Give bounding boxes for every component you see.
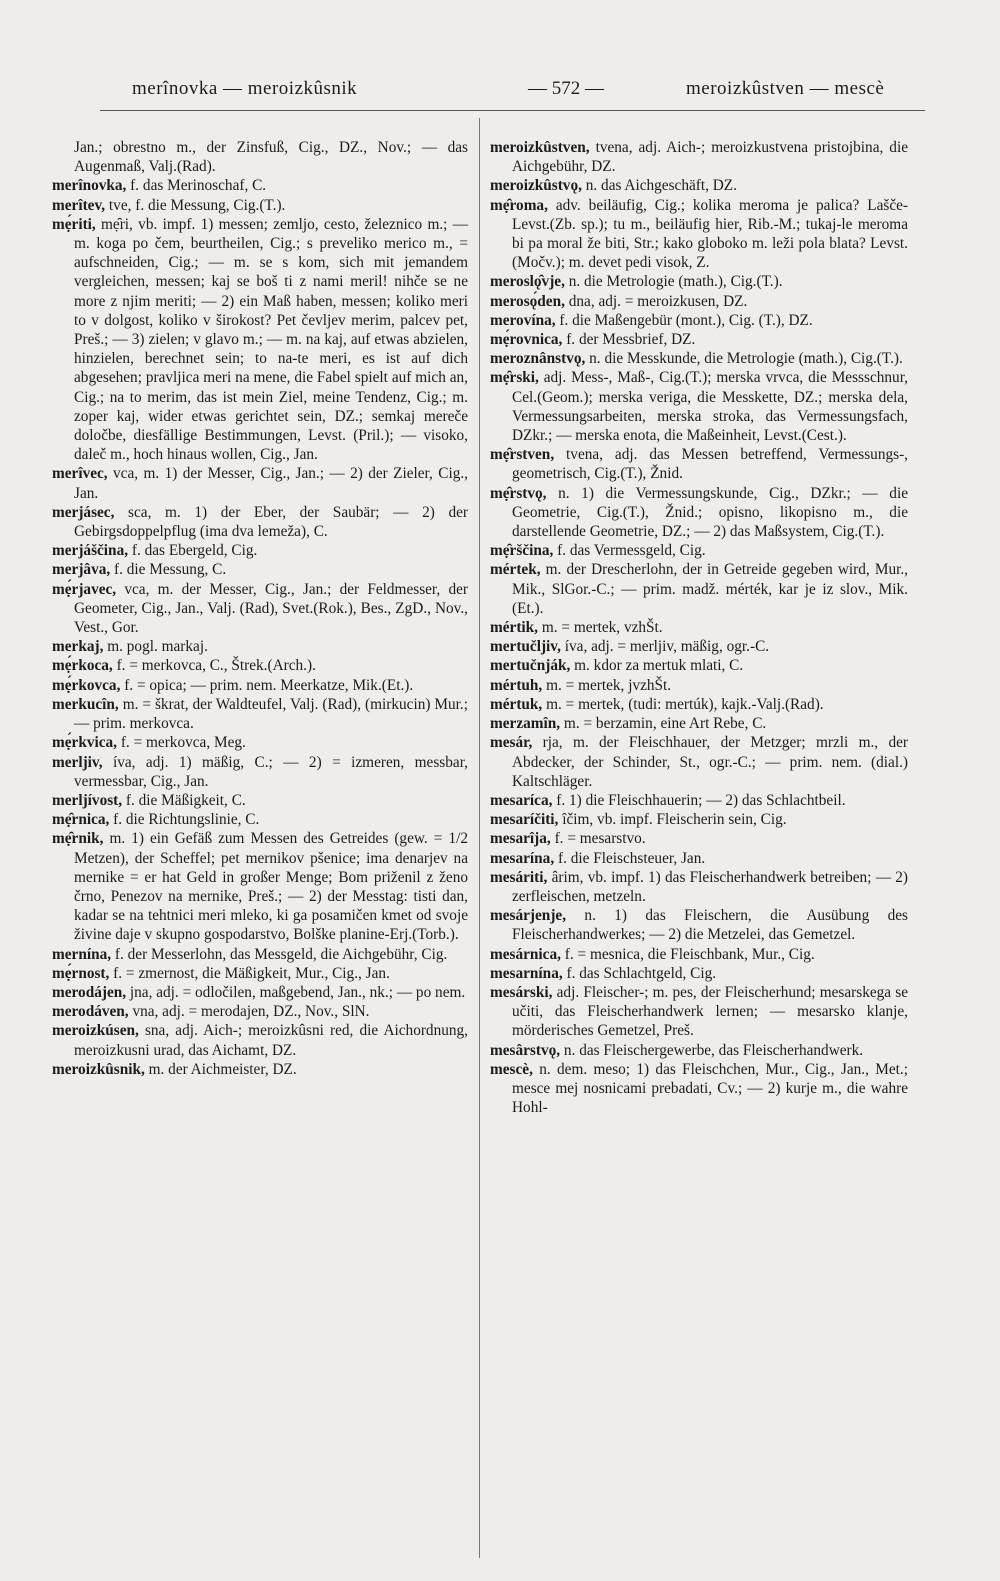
entry-definition: n. das Fleischergewerbe, das Fleischerhandwerk. (560, 1041, 864, 1059)
dictionary-entry (490, 1060, 908, 1118)
entry-definition: f. = mesarstvo. (550, 830, 646, 848)
entry-headword: mértek, (490, 561, 541, 579)
entry-definition: sna, adj. Aich-; meroizkûsni red, die Aichordnung, meroizkusni urad, das Aichamt, DZ. (74, 1022, 468, 1059)
entry-headword: mértuh, (490, 676, 543, 694)
dictionary-entry (52, 503, 468, 541)
entry-definition: f. das Vermessgeld, Cig. (553, 542, 706, 560)
entry-headword: merjâva, (52, 561, 111, 579)
entry-definition: mẹ̑ri, vb. impf. 1) messen; zemljo, cesto, železnico m.; — m. koga po čem, beurtheilen, Cig.; s preveliko merico m., = aufschneiden, Cig.; — m. se s kom, sich mit jemandem vergleichen, messen; kaj se boš ti z nami meril! nihče se ne more z njim meriti; — 2) ein Maß haben, messen; koliko meri to v dolgost, koliko v širokost? Pet čevljev merim, palcev pet, Preš.; — 3) zielen; v glavo m.; — m. na kaj, auf etwas abzielen, hinzielen, berechnet sein; to na-te meri, es ist auf dich abgesehen; pravljica meri na mene, die Fabel spielt auf mich an, Cig.; na to merim, das ist mein Ziel, meine Tendenz, Cig.; m. zoper kaj, wider etwas gerichtet sein, DZ.; semkaj mereče določbe, diesfällige Bestimmungen, Levst. (Pril.); — visoko, daleč m., hoch hinaus wollen, Cig., Jan. (74, 215, 468, 464)
entry-headword: mesarnína, (490, 964, 563, 982)
dictionary-entry (52, 138, 468, 176)
entry-definition: m. = berzamin, eine Art Rebe, C. (560, 715, 767, 733)
entry-headword: mẹ̑rnica, (52, 811, 110, 829)
entry-definition: tve, f. die Messung, Cig.(T.). (105, 196, 286, 214)
entry-headword: mẹ̑roma, (490, 196, 548, 214)
entry-headword: merîtev, (52, 196, 106, 214)
entry-headword: mesârstvǫ, (490, 1041, 561, 1059)
dictionary-entry (490, 138, 908, 176)
entry-headword: merodáven, (52, 1003, 129, 1021)
entry-definition: dna, adj. = meroizkusen, DZ. (564, 292, 748, 310)
dictionary-entry (52, 829, 468, 944)
entry-headword: meroslǫ̑vje, (490, 273, 565, 291)
dictionary-entry (490, 983, 908, 1041)
entry-definition: m. = škrat, der Waldteufel, Valj. (Rad), (mirkucin) Mur.; — prim. merkovca. (74, 695, 468, 733)
entry-headword: merodájen, (52, 983, 127, 1001)
dictionary-entry (490, 945, 908, 964)
entry-headword: mesár, (490, 734, 533, 752)
dictionary-entry (52, 1021, 468, 1059)
dictionary-entry (490, 1041, 908, 1060)
entry-definition: f. = zmernost, die Mäßigkeit, Mur., Cig., Jan. (109, 964, 390, 982)
page-number: — 572 — (528, 78, 604, 99)
entry-headword: mesarîja, (490, 830, 551, 848)
entry-definition: m. = mertek, (tudi: mertúk), kajk.-Valj.(Rad). (542, 695, 824, 713)
entry-definition: jna, adj. = odločilen, maßgebend, Jan., nk.; — po nem. (126, 983, 466, 1001)
header-right-guide-words: meroizkûstven — mescè (686, 78, 885, 99)
entry-headword: mértik, (490, 619, 538, 637)
entry-definition: f. die Messung, C. (110, 561, 227, 579)
entry-definition: îčim, vb. impf. Fleischerin sein, Cig. (558, 811, 787, 829)
dictionary-entry (490, 656, 908, 675)
entry-definition: rja, m. der Fleischhauer, der Metzger; mrzli m., der Abdecker, der Schinder, St., ogr.-C.; — prim. nem. (dial.) Kaltschläger. (512, 734, 908, 790)
dictionary-entry (490, 541, 908, 560)
entry-headword: meroizkûstven, (490, 139, 590, 156)
dictionary-entry (490, 196, 908, 273)
entry-definition: f. = opica; — prim. nem. Meerkatze, Mik.(Et.). (120, 676, 414, 694)
entry-headword: mesárjenje, (490, 907, 567, 925)
entry-definition: n. 1) das Fleischern, die Ausübung des Fleischerhandwerkes; — 2) die Metzelei, das Gemetzel. (512, 907, 908, 944)
dictionary-entry (490, 733, 908, 791)
entry-definition: tvena, adj. Aich-; meroizkustvena pristojbina, die Aichgebühr, DZ. (512, 139, 908, 176)
entry-definition: m. = mertek, jvzhŠt. (542, 676, 672, 694)
entry-definition: n. dem. meso; 1) das Fleischchen, Mur., Cig., Jan., Met.; mesce mej nosnicami prebadati, Cv.; — 2) kurje m., die wahre Hohl- (512, 1060, 908, 1117)
entry-headword: mernína, (52, 945, 112, 963)
dictionary-entry (490, 618, 908, 637)
header-rule (100, 110, 925, 111)
entry-headword: mertučnják, (490, 657, 571, 675)
entry-definition: m. pogl. markaj. (103, 638, 208, 656)
entry-definition: f. das Ebergeld, Cig. (128, 542, 258, 560)
dictionary-entry (52, 560, 468, 579)
entry-definition: n. die Metrologie (math.), Cig.(T.). (564, 273, 783, 291)
dictionary-entry (490, 368, 908, 445)
dictionary-entry (490, 829, 908, 848)
entry-headword: merjásec, (52, 503, 115, 521)
entry-definition: m. kdor za mertuk mlati, C. (570, 657, 744, 675)
entry-headword: mesarína, (490, 849, 555, 867)
entry-definition: n. 1) die Vermessungskunde, Cig., DZkr.; — die Geometrie, Cig.(T.), Žnid.; opisno, likopisno m., die darstellende Geometrie, DZ.; — 2) das Maßsystem, Cig.(T.). (512, 484, 908, 541)
dictionary-entry (52, 945, 468, 964)
dictionary-entry (490, 964, 908, 983)
dictionary-entry (490, 484, 908, 542)
dictionary-entry (490, 311, 908, 330)
entry-headword: merînovka, (52, 177, 127, 195)
entry-definition: vna, adj. = merodajen, DZ., Nov., SlN. (128, 1003, 370, 1021)
entry-definition: f. 1) die Fleischhauerin; — 2) das Schlachtbeil. (552, 791, 846, 809)
entry-headword: merîvec, (52, 465, 108, 483)
dictionary-entry (52, 983, 468, 1002)
dictionary-entry (52, 580, 468, 638)
entry-headword: mesárski, (490, 983, 553, 1001)
entry-headword: mẹ́rkoca, (52, 657, 113, 675)
entry-headword: mẹ̑rščina, (490, 542, 554, 560)
entry-definition: f. die Mäßigkeit, C. (122, 791, 246, 809)
dictionary-entry (52, 464, 468, 502)
entry-definition: f. das Merinoschaf, C. (126, 177, 267, 195)
dictionary-entry (52, 656, 468, 675)
dictionary-entry (490, 791, 908, 810)
entry-definition: sca, m. 1) der Eber, der Saubär; — 2) der Gebirgsdoppelpflug (ima dva lemeža), C. (74, 503, 468, 541)
dictionary-entry (52, 196, 468, 215)
entry-definition: f. = mesnica, die Fleischbank, Mur., Cig. (560, 945, 815, 963)
entry-headword: meroznânstvǫ, (490, 350, 586, 368)
entry-headword: merkucîn, (52, 695, 119, 713)
entry-headword: mesaríčiti, (490, 811, 559, 829)
dictionary-entry (52, 733, 468, 752)
dictionary-entry (52, 791, 468, 810)
entry-definition: n. die Messkunde, die Metrologie (math.), Cig.(T.). (585, 350, 903, 368)
dictionary-entry (52, 964, 468, 983)
entry-headword: mesárnica, (490, 945, 561, 963)
entry-headword: merjáščina, (52, 542, 129, 560)
entry-definition: Jan.; obrestno m., der Zinsfuß, Cig., DZ., Nov.; — das Augenmaß, Valj.(Rad). (74, 139, 468, 176)
dictionary-entry (490, 349, 908, 368)
dictionary-entry (490, 676, 908, 695)
entry-definition: n. das Aichgeschäft, DZ. (581, 177, 737, 195)
entry-headword: mẹ́riti, (52, 215, 96, 233)
entry-headword: merljívost, (52, 791, 123, 809)
entry-headword: mesaríca, (490, 791, 553, 809)
entry-headword: meroizkûsnik, (52, 1060, 145, 1078)
entry-definition: adv. beiläufig, Cig.; kolika meroma je palica? Lašče-Levst.(Zb. sp.); tu m., beiläufig hier, Rib.-M.; tukaj-le meroma bi pa moral že biti, Str.; kako globoko m. leži pola blata? Levst.(Močv.); m. devet pedi visok, Z. (512, 196, 908, 272)
entry-headword: mẹ́rjavec, (52, 580, 117, 598)
dictionary-entry (52, 541, 468, 560)
dictionary-entry (52, 1060, 468, 1079)
dictionary-entry (490, 330, 908, 349)
dictionary-entry (490, 445, 908, 483)
entry-headword: mescè, (490, 1060, 533, 1078)
entry-definition: tvena, adj. das Messen betreffend, Vermessungs-, geometrisch, Cig.(T.), Žnid. (512, 446, 908, 483)
page-header (96, 78, 926, 104)
dictionary-entry (490, 176, 908, 195)
entry-definition: f. die Maßengebür (mont.), Cig. (T.), DZ. (555, 311, 813, 329)
entry-definition: adj. Mess-, Maß-, Cig.(T.); merska vrvca, die Messschnur, Cel.(Geom.); merska veriga, die Messkette, DZ.; merska dela, Vermessungsarbeiten, merska stroka, das Vermessungsfach, DZkr.; — merska enota, die Maßeinheit, Levst.(Cest.). (512, 369, 908, 445)
entry-headword: merzamîn, (490, 715, 561, 733)
entry-definition: vca, m. der Messer, Cig., Jan.; der Feldmesser, der Geometer, Cig., Jan., Valj. (Rad), Svet.(Rok.), Bes., ZgD., Nov., Vest., Gor. (74, 580, 468, 637)
left-column (52, 138, 468, 1079)
entry-headword: mertučljiv, (490, 638, 561, 656)
entry-definition: f. = merkovca, C., Štrek.(Arch.). (112, 657, 316, 675)
entry-definition: íva, adj. 1) mäßig, C.; — 2) = izmeren, messbar, vermessbar, Cig., Jan. (74, 753, 468, 790)
dictionary-entry (52, 1002, 468, 1021)
entry-definition: m. = mertek, vzhŠt. (538, 619, 663, 637)
dictionary-entry (490, 906, 908, 944)
entry-headword: mértuk, (490, 695, 543, 713)
dictionary-entry (52, 176, 468, 195)
entry-headword: mẹ̑rstven, (490, 446, 555, 464)
dictionary-entry (490, 560, 908, 618)
dictionary-entry (490, 868, 908, 906)
dictionary-entry (490, 695, 908, 714)
column-divider (479, 118, 480, 1558)
entry-headword: mesáriti, (490, 868, 548, 886)
dictionary-entry (52, 810, 468, 829)
entry-definition: f. das Schlachtgeld, Cig. (562, 964, 717, 982)
entry-definition: vca, m. 1) der Messer, Cig., Jan.; — 2) der Zieler, Cig., Jan. (74, 465, 468, 502)
entry-definition: m. der Drescherlohn, der in Getreide gegeben wird, Mur., Mik., SlGor.-C.; — prim. madž. mérték, kar je iz slov., Mik.(Et.). (512, 561, 908, 617)
dictionary-entry (52, 637, 468, 656)
dictionary-entry (490, 714, 908, 733)
entry-headword: mẹ̑rski, (490, 369, 539, 387)
entry-definition: f. der Messerlohn, das Messgeld, die Aichgebühr, Cig. (111, 945, 448, 963)
entry-definition: m. 1) ein Gefäß zum Messen des Getreides (gew. = 1/2 Metzen), der Scheffel; pet mernikov pšenice; ima denarjev na mernike = er hat Geld in großer Menge; Bom priženil z ženo črno, Penezov na mernike, Preš.; — 2) der Messtag: tisti dan, kadar se na tehtnici meri mleko, ki ga posamičen kmet od svoje živine daje v skupno gospodarstvo, Bolške planine-Erj.(Torb.). (74, 830, 468, 944)
entry-definition: ârim, vb. impf. 1) das Fleischerhandwerk betreiben; — 2) zerfleischen, metzeln. (512, 868, 908, 905)
dictionary-entry (490, 292, 908, 311)
dictionary-entry (490, 849, 908, 868)
entry-headword: merljiv, (52, 753, 103, 771)
entry-headword: mẹ́rovnica, (490, 331, 563, 349)
entry-definition: íva, adj. = merljiv, mäßig, ogr.-C. (560, 638, 770, 656)
dictionary-entry (490, 272, 908, 291)
entry-headword: mẹ̑rstvǫ, (490, 484, 547, 502)
entry-definition: f. die Richtungslinie, C. (109, 811, 260, 829)
entry-headword: merovína, (490, 311, 556, 329)
entry-definition: m. der Aichmeister, DZ. (144, 1060, 297, 1078)
entry-headword: mẹ́rnost, (52, 964, 110, 982)
dictionary-entry (52, 695, 468, 733)
entry-headword: merkaj, (52, 638, 104, 656)
entry-definition: f. der Messbrief, DZ. (562, 331, 696, 349)
entry-headword: mẹ́rkovca, (52, 676, 121, 694)
entry-definition: adj. Fleischer-; m. pes, der Fleischerhund; mesarskega se učiti, das Fleischerhandwerk lernen; — mesarsko klanje, mörderisches Gemetzel, Preš. (512, 983, 908, 1040)
dictionary-entry (490, 637, 908, 656)
dictionary-entry (52, 676, 468, 695)
entry-headword: meroizkúsen, (52, 1022, 139, 1040)
entry-definition: f. die Fleischsteuer, Jan. (554, 849, 706, 867)
entry-headword: meroizkûstvǫ, (490, 177, 582, 195)
entry-headword: mẹ́rkvica, (52, 734, 117, 752)
right-column (490, 138, 908, 1117)
entry-headword: merosǫ́den, (490, 292, 565, 310)
entry-definition: f. = merkovca, Meg. (117, 734, 246, 752)
entry-headword: mẹ̑rnik, (52, 830, 104, 848)
dictionary-entry (490, 810, 908, 829)
header-left-guide-words: merînovka — meroizkûsnik (132, 78, 358, 99)
dictionary-entry (52, 215, 468, 465)
dictionary-entry (52, 753, 468, 791)
